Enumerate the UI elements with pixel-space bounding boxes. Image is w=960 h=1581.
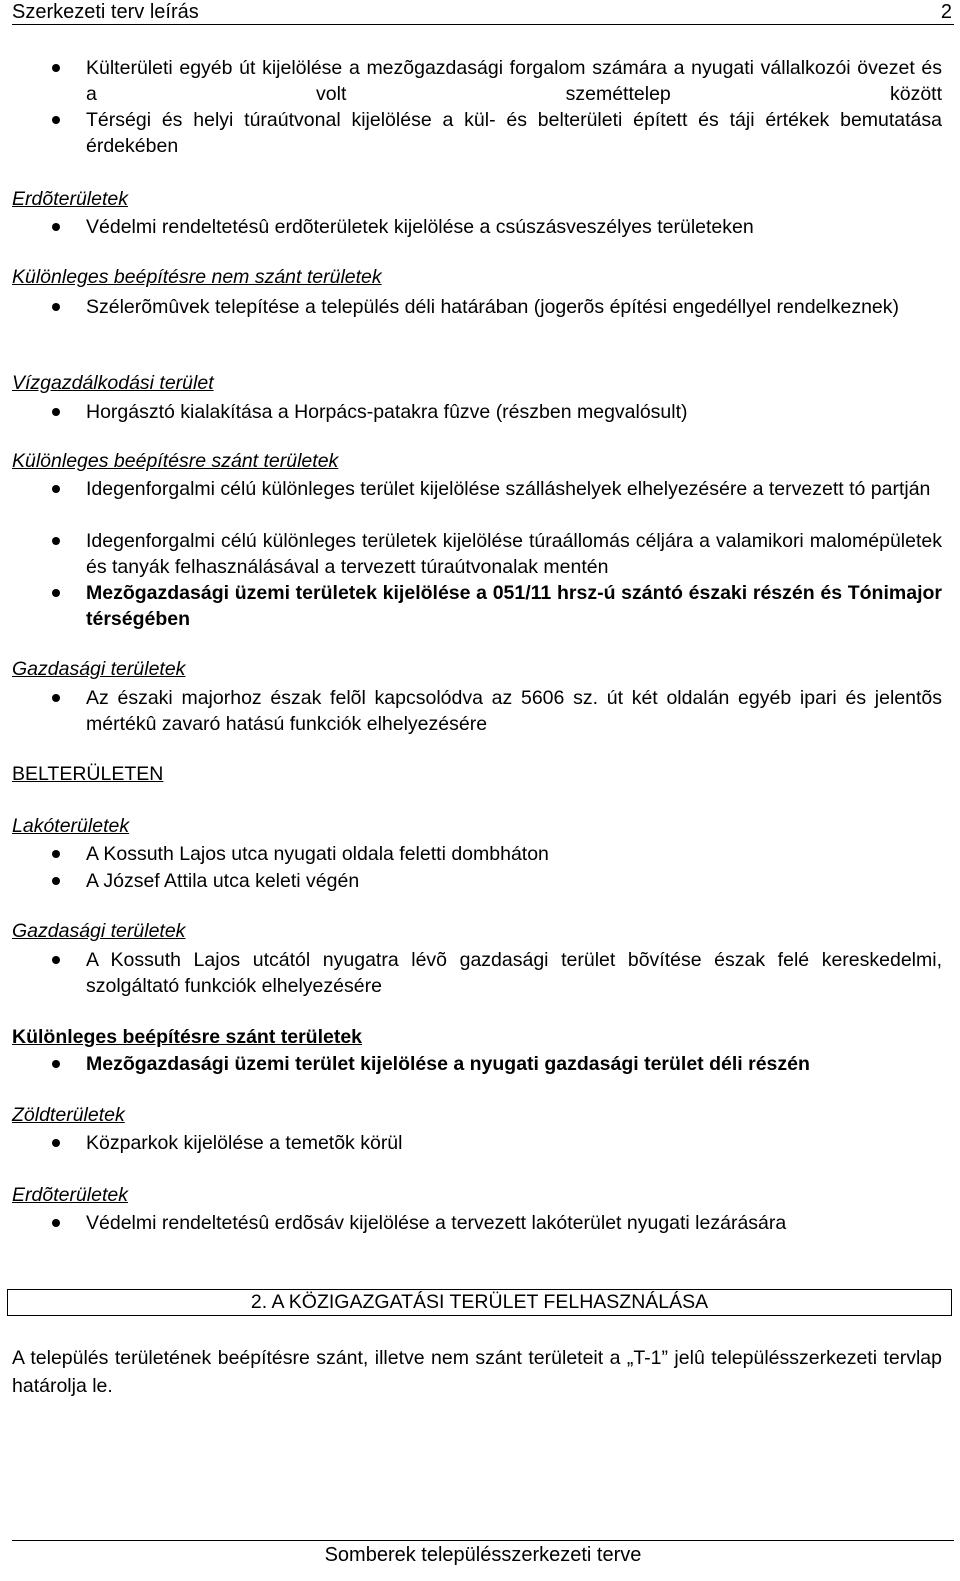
list-item: Horgásztó kialakítása a Horpács-patakra fûzve (részben megvalósult) [86,399,942,425]
section-heading: Erdõterületek [12,1184,128,1206]
bullet-dot [52,485,60,493]
list-item: Védelmi rendeltetésû erdõsáv kijelölése a tervezett lakóterület nyugati lezárására [86,1210,942,1236]
document-title: Szerkezeti terv leírás [12,1,199,23]
list-item: A József Attila utca keleti végén [86,868,942,894]
list-item: Az északi majorhoz észak felõl kapcsolódva az 5606 sz. út két oldalán egyéb ipari és jelentõs mértékû zavaró hatású funkciók elhelyezésére [86,685,942,737]
list-item: Térségi és helyi túraútvonal kijelölése a kül- és belterületi épített és táji értékek bemutatása érdekében [86,107,942,159]
bullet-dot [52,1060,60,1068]
bullet-dot [52,850,60,858]
bullet-dot [52,694,60,702]
list-item: Szélerõmûvek telepítése a település déli határában (jogerõs építési engedéllyel rendelkeznek) [86,294,942,320]
section-heading: BELTERÜLETEN [12,763,164,785]
list-item: A Kossuth Lajos utca nyugati oldala feletti dombháton [86,841,942,867]
bullet-dot [52,116,60,124]
list-item: Idegenforgalmi célú különleges terület kijelölése szálláshelyek elhelyezésére a tervezett tó partján [86,476,942,502]
list-item: Mezõgazdasági üzemi területek kijelölése a 051/11 hrsz-ú szántó északi részén és Tónimajor térségében [86,580,942,632]
section-heading: Különleges beépítésre nem szánt területek [12,266,382,288]
body-paragraph: A település területének beépítésre szánt, illetve nem szánt területeit a „T-1” jelû településszerkezeti tervlap határolja le. [12,1347,942,1397]
section-heading: Lakóterületek [12,815,130,837]
section-heading: Erdõterületek [12,188,128,210]
list-item: Közparkok kijelölése a temetõk körül [86,1130,942,1156]
section-heading: Különleges beépítésre szánt területek [12,1026,363,1048]
bullet-dot [52,589,60,597]
page-footer: Somberek településszerkezeti terve [12,1540,954,1567]
section-heading: Zöldterületek [12,1104,125,1126]
bullet-dot [52,223,60,231]
bullet-dot [52,1219,60,1227]
list-item: Idegenforgalmi célú különleges területek kijelölése túraállomás céljára a valamikori malomépületek és tanyák felhasználásával a tervezett túraútvonalak mentén [86,528,942,580]
bullet-dot [52,537,60,545]
page-header [12,0,954,25]
bullet-dot [52,877,60,885]
section-heading: Vízgazdálkodási terület [12,372,214,394]
section-title: 2. A KÖZIGAZGATÁSI TERÜLET FELHASZNÁLÁSA [7,1289,952,1316]
bullet-dot [52,956,60,964]
list-item: Védelmi rendeltetésû erdõterületek kijelölése a csúszásveszélyes területeken [86,214,942,240]
section-heading: Gazdasági területek [12,920,186,942]
page-number: 2 [940,1,952,23]
section-heading: Gazdasági területek [12,658,186,680]
list-item: A Kossuth Lajos utcától nyugatra lévõ gazdasági terület bõvítése észak felé kereskedelmi, szolgáltató funkciók elhelyezésére [86,947,942,999]
section-heading: Különleges beépítésre szánt területek [12,450,339,472]
bullet-dot [52,64,60,72]
bullet-dot [52,408,60,416]
bullet-dot [52,1139,60,1147]
list-item: Mezõgazdasági üzemi terület kijelölése a nyugati gazdasági terület déli részén [86,1051,942,1077]
list-item: Külterületi egyéb út kijelölése a mezõgazdasági forgalom számára a nyugati vállalkozói övezet és a volt szeméttelep között [86,55,942,107]
bullet-dot [52,303,60,311]
